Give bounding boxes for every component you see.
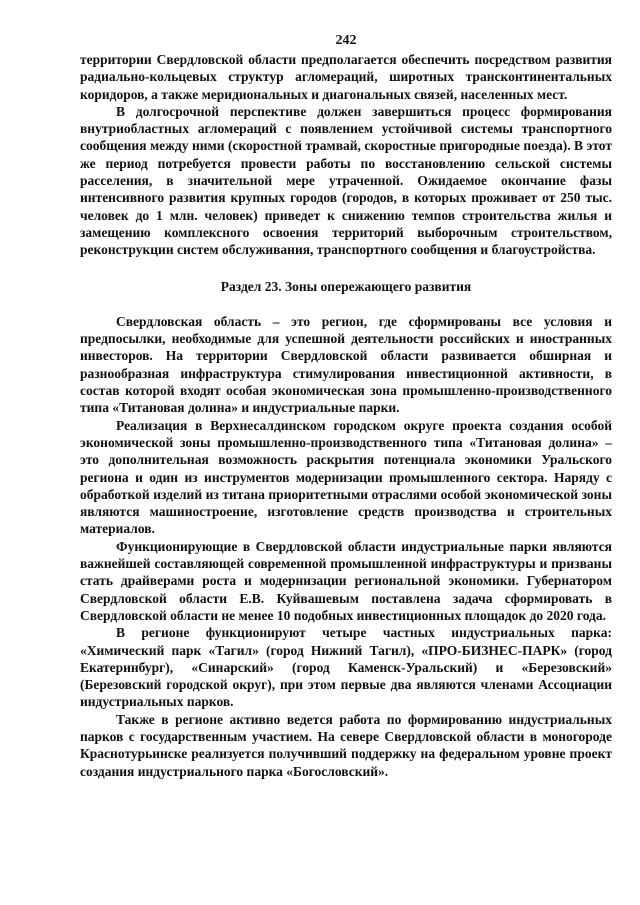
paragraph-state-parks: Также в регионе активно ведется работа по формированию индустриальных парков с государственным участием. На севере Свердловской области в моногороде Краснотурьинске реализуется получивший поддержку на федеральном уровне проект создания индустриального парка «Богословский». bbox=[80, 711, 612, 779]
paragraph-long-term-perspective: В долгосрочной перспективе должен завершиться процесс формирования внутриобластных агломераций с появлением устойчивой системы транспортного сообщения между ними (скоростной трамвай, скоростные пригородные поезда). В этот же период потребуется провести работы по восстановлению сельской системы расселения, в значительной мере утраченной. Ожидаемое окончание фазы интенсивного развития крупных городов (городов, в которых проживает от 250 тыс. человек до 1 млн. человек) приведет к снижению темпов строительства жилья и замещению комплексного освоения территорий выборочным строительством, реконструкции систем обслуживания, транспортного сообщения и благоустройства. bbox=[80, 103, 612, 258]
document-page bbox=[80, 32, 612, 780]
paragraph-titanium-valley: Реализация в Верхнесалдинском городском округе проекта создания особой экономической зоны промышленно-производственного типа «Титановая долина» – это дополнительная возможность раскрытия потенциала экономики Уральского региона и один из инструментов модернизации промышленного сектора. Наряду с обработкой изделий из титана приоритетными отраслями особой экономической зоны являются машиностроение, изготовление средств производства и строительных материалов. bbox=[80, 417, 612, 537]
page-number: 242 bbox=[335, 33, 357, 48]
paragraph-industrial-parks: Функционирующие в Свердловской области индустриальные парки являются важнейшей составляющей современной промышленной инфраструктуры и призваны стать драйверами роста и модернизации региональной экономики. Губернатором Свердловской области Е.В. Куйвашевым поставлена задача сформировать в Свердловской области не менее 10 подобных инвестиционных площадок до 2020 года. bbox=[80, 538, 612, 623]
paragraph-continuation: территории Свердловской области предполагается обеспечить посредством развития радиально-кольцевых структур агломераций, широтных трансконтинентальных коридоров, а также меридиональных и диагональных связей, населенных мест. bbox=[80, 52, 612, 102]
paragraph-private-parks: В регионе функционируют четыре частных индустриальных парка: «Химический парк «Тагил» (город Нижний Тагил), «ПРО-БИЗНЕС-ПАРК» (город Екатеринбург), «Синарский» (город Каменск-Уральский) и «Березовский» (Березовский городской округ), при этом первые два являются членами Ассоциации индустриальных парков. bbox=[80, 625, 612, 710]
paragraph-region-conditions: Свердловская область – это регион, где сформированы все условия и предпосылки, необходимые для успешной деятельности российских и иностранных инвесторов. На территории Свердловской области развивается обширная и разнообразная инфраструктура стимулирования инвестиционной активности, в состав которой входят особая экономическая зона промышленно-производственного типа «Титановая долина» и индустриальные парки. bbox=[80, 313, 612, 416]
section-heading: Раздел 23. Зоны опережающего развития bbox=[220, 278, 472, 294]
